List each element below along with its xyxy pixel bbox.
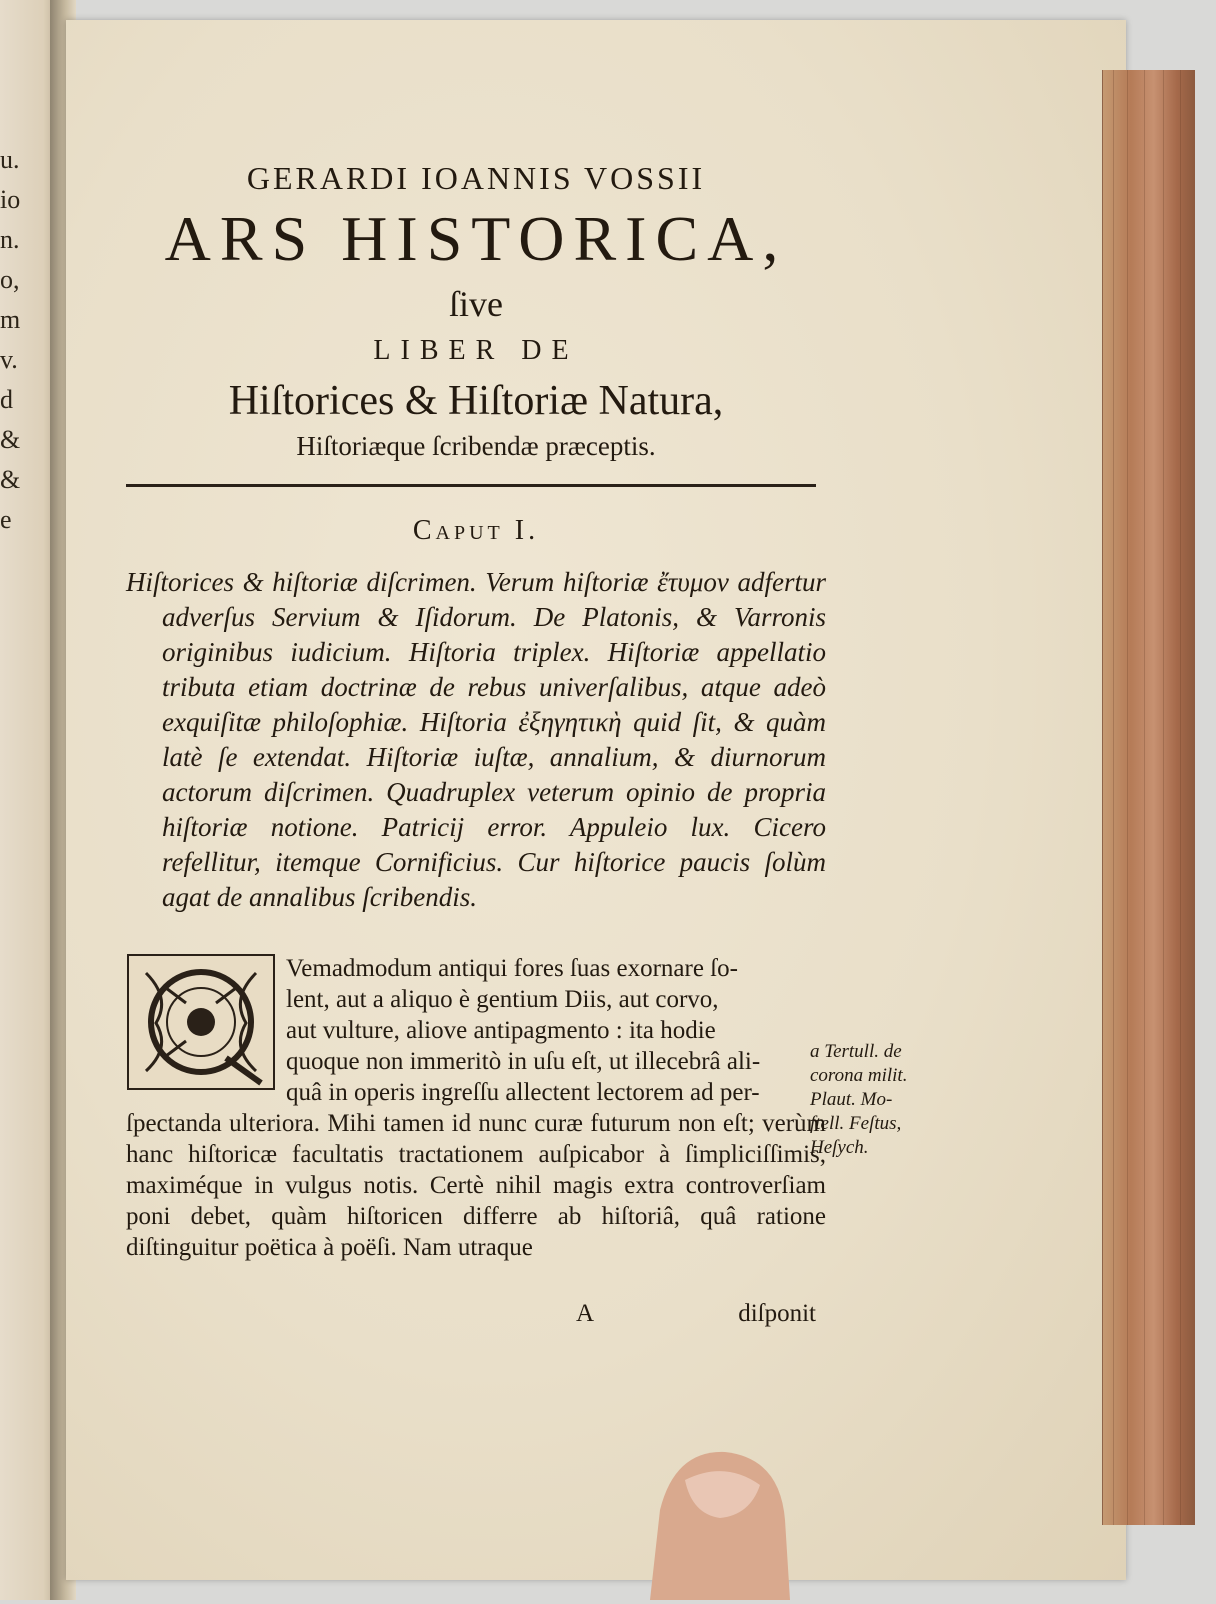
page-content bbox=[126, 160, 826, 1263]
marginal-note bbox=[810, 1040, 930, 1160]
body-line: quâ in operis ingreſſu allectent lectorem ad per- bbox=[286, 1079, 760, 1106]
marginal-line: a Tertull. de bbox=[810, 1041, 902, 1062]
body-paragraph: ſpectanda ulteriora. Mihi tamen id nunc curæ futurum non eſt; verùm hanc hiſtoricæ facultatis tractationem auſpicabor à ſimpliciſſimis, maximéque in vulgus notis. Certè nihil magis extra controverſiam poni debet, quàm hiſtoricen differre ab hiſtoriâ, quâ ratione diſtinguitur poëtica à poëſi. Nam utraque bbox=[126, 1110, 826, 1261]
thumb-photo bbox=[630, 1440, 800, 1600]
catchword: diſponit bbox=[738, 1300, 816, 1327]
chapter-summary: Hiſtorices & hiſtoriæ diſcrimen. Verum hiſtoriæ ἔτυμον adfertur adverſus Servium & Iſidorum. De Platonis, & Varronis originibus iudicium. Hiſtoria triplex. Hiſtoriæ appellatio tributa etiam doctrinæ de rebus univerſalibus, atque adeò exquiſitæ philoſophiæ. Hiſtoria ἐξηγητικὴ quid ſit, & quàm latè ſe extendat. Hiſtoriæ iuſtæ, annalium, & diurnorum actorum diſcrimen. Quadruplex veterum opinio de propria hiſtoriæ notione. Patricij error. Appuleio lux. Cicero refellitur, itemque Cornificius. Cur hiſtorice paucis ſolùm agat de annalibus ſcribendis. bbox=[126, 567, 826, 912]
body-line: Vemadmodum antiqui fores ſuas exornare ſo- bbox=[286, 955, 738, 982]
body-line: lent, aut a aliquo è gentium Diis, aut corvo, bbox=[286, 986, 719, 1013]
subtitle: Hiſtorices & Hiſtoriæ Natura, bbox=[228, 378, 724, 424]
marginal-line: Plaut. Mo- bbox=[810, 1089, 893, 1110]
sive-line: ſive bbox=[449, 284, 503, 324]
body-line: aut vulture, aliove antipagmento : ita hodie bbox=[286, 1017, 716, 1044]
chapter-heading: Caput I. bbox=[412, 515, 540, 546]
marginal-line: Heſych. bbox=[810, 1137, 869, 1158]
marginal-line: corona milit. bbox=[810, 1065, 908, 1086]
book-title: ARS HISTORICA, bbox=[164, 203, 788, 274]
author-line: GERARDI IOANNIS VOSSII bbox=[246, 160, 706, 196]
body-block bbox=[126, 953, 826, 1263]
signature-mark: A bbox=[576, 1300, 595, 1327]
body-line: quoque non immeritò in uſu eſt, ut illecebrâ ali- bbox=[286, 1048, 761, 1075]
subtitle-secondary: Hiſtoriæque ſcribendæ præceptis. bbox=[296, 431, 656, 461]
marginal-line: ſtell. Feſtus, bbox=[810, 1113, 902, 1134]
fore-edge bbox=[1102, 70, 1195, 1525]
left-page-text: u. io n. o, m v. d & & e bbox=[0, 145, 21, 534]
horizontal-rule bbox=[126, 484, 816, 487]
page-footer bbox=[126, 1300, 816, 1334]
liber-line: LIBER DE bbox=[373, 335, 579, 366]
ornamental-initial-icon bbox=[126, 953, 276, 1091]
